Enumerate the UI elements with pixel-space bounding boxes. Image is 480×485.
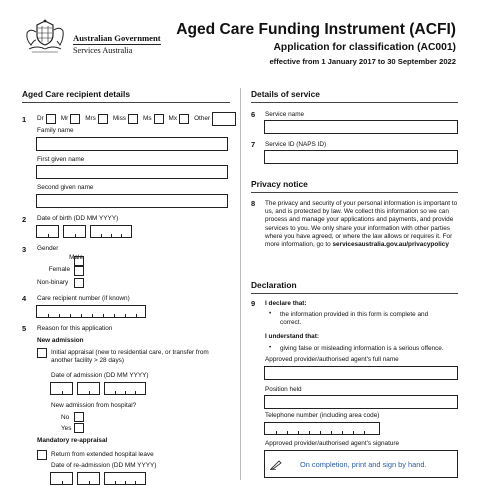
family-name-label: Family name bbox=[37, 127, 74, 134]
service-id-label: Service ID (NAPS ID) bbox=[265, 141, 327, 148]
title-checkbox-mrs[interactable] bbox=[98, 114, 108, 124]
title-options bbox=[37, 112, 236, 126]
gender-option-female[interactable] bbox=[49, 266, 70, 274]
admission-day-field[interactable] bbox=[50, 382, 73, 395]
from-hospital-no-checkbox[interactable] bbox=[74, 412, 84, 422]
section-title-recipient: Aged Care recipient details bbox=[22, 89, 230, 103]
second-given-name-field[interactable] bbox=[36, 194, 228, 208]
crest-logo bbox=[22, 18, 68, 56]
question-number-4: 4 bbox=[22, 294, 27, 303]
return-hospital-leave-checkbox[interactable] bbox=[37, 450, 47, 460]
title-label-mr: Mr bbox=[60, 114, 69, 122]
new-admission-heading: New admission bbox=[37, 337, 84, 344]
gender-label-female: Female bbox=[48, 266, 70, 273]
position-held-field[interactable] bbox=[264, 395, 458, 409]
question-number-3: 3 bbox=[22, 245, 27, 254]
admission-month-field[interactable] bbox=[77, 382, 100, 395]
title-label-other: Other bbox=[194, 114, 211, 122]
question-number-6: 6 bbox=[251, 110, 256, 119]
from-hospital-no-label: No bbox=[61, 414, 70, 421]
dob-day-field[interactable] bbox=[36, 225, 59, 238]
gender-option-non-binary[interactable] bbox=[37, 279, 68, 287]
readmission-year-field[interactable] bbox=[104, 472, 146, 485]
privacy-policy-link[interactable]: servicesaustralia.gov.au/privacypolicy bbox=[332, 240, 449, 248]
understand-bullet-text: giving false or misleading information is a serious offence. bbox=[280, 345, 444, 352]
title-checkbox-ms[interactable] bbox=[154, 114, 164, 124]
service-name-label: Service name bbox=[265, 111, 305, 118]
effective-dates: effective from 1 January 2017 to 30 September 2022 bbox=[269, 57, 456, 66]
gender-label-non-binary: Non-binary bbox=[37, 279, 69, 286]
from-hospital-yes-label: Yes bbox=[61, 425, 72, 432]
gender-checkbox-male[interactable] bbox=[74, 256, 84, 266]
full-name-label: Approved provider/authorised agent's full name bbox=[265, 356, 399, 363]
admission-year-field[interactable] bbox=[104, 382, 146, 395]
privacy-notice-body: The privacy and security of your personal information is important to us, and is protected by law. We collect this information so we can process and manage your applications and payments, and provide services to you. We only share your information with other parties where you have agreed, or where the law allows or requires it. For more information, go to bbox=[265, 200, 458, 248]
readmission-month-field[interactable] bbox=[77, 472, 100, 485]
understand-heading: I understand that: bbox=[265, 333, 319, 340]
position-held-label: Position held bbox=[265, 386, 302, 393]
gender-label: Gender bbox=[37, 245, 59, 252]
title-other-field[interactable] bbox=[212, 112, 236, 126]
return-hospital-leave-label: Return from extended hospital leave bbox=[51, 451, 154, 458]
sign-hint: On completion, print and sign by hand. bbox=[300, 460, 427, 469]
page-subtitle: Application for classification (AC001) bbox=[273, 42, 456, 53]
declare-bullet-dot: • bbox=[269, 310, 272, 317]
date-of-readmission-label: Date of re-admission (DD MM YYYY) bbox=[51, 462, 157, 469]
header-titles bbox=[176, 20, 456, 67]
readmission-day-field[interactable] bbox=[50, 472, 73, 485]
page-title: Aged Care Funding Instrument (ACFI) bbox=[176, 21, 456, 38]
initial-appraisal-label: Initial appraisal (new to residential care, or transfer from another facility > 28 days) bbox=[51, 349, 209, 365]
gender-label-male: Male bbox=[69, 254, 83, 261]
section-title-privacy: Privacy notice bbox=[251, 179, 458, 193]
title-label-dr: Dr bbox=[37, 114, 44, 122]
full-name-field[interactable] bbox=[264, 366, 458, 380]
title-label-miss: Miss bbox=[112, 114, 126, 122]
mandatory-reappraisal-heading: Mandatory re-appraisal bbox=[37, 437, 108, 444]
second-given-name-label: Second given name bbox=[37, 184, 94, 191]
question-number-1: 1 bbox=[22, 115, 27, 124]
title-checkbox-mx[interactable] bbox=[179, 114, 189, 124]
question-number-8: 8 bbox=[251, 199, 256, 208]
title-checkbox-mr[interactable] bbox=[70, 114, 80, 124]
question-number-2: 2 bbox=[22, 215, 27, 224]
understand-bullet-dot: • bbox=[269, 344, 272, 351]
question-number-9: 9 bbox=[251, 299, 256, 308]
telephone-label: Telephone number (including area code) bbox=[265, 412, 380, 419]
title-checkbox-dr[interactable] bbox=[46, 114, 56, 124]
title-label-mrs: Mrs bbox=[85, 114, 96, 122]
title-checkbox-miss[interactable] bbox=[128, 114, 138, 124]
first-given-name-field[interactable] bbox=[36, 165, 228, 179]
date-of-admission-label: Date of admission (DD MM YYYY) bbox=[51, 372, 149, 379]
service-name-field[interactable] bbox=[264, 120, 458, 134]
family-name-field[interactable] bbox=[36, 137, 228, 151]
logo-text-services: Services Australia bbox=[73, 46, 133, 55]
from-hospital-yes-checkbox[interactable] bbox=[74, 423, 84, 433]
logo-text-government: Australian Government bbox=[73, 33, 161, 43]
initial-appraisal-checkbox[interactable] bbox=[37, 348, 47, 358]
title-label-mx: Mx bbox=[168, 114, 178, 122]
privacy-notice-text bbox=[265, 200, 459, 249]
column-divider bbox=[240, 88, 241, 480]
gender-checkbox-non-binary[interactable] bbox=[74, 278, 84, 288]
declare-bullet-text: the information provided in this form is complete and correct. bbox=[280, 311, 429, 327]
reason-label: Reason for this application bbox=[37, 325, 113, 332]
service-id-field[interactable] bbox=[264, 150, 458, 164]
logo-divider bbox=[73, 44, 161, 45]
signature-label: Approved provider/authorised agent's signature bbox=[265, 440, 400, 447]
section-title-service: Details of service bbox=[251, 89, 458, 103]
dob-year-field[interactable] bbox=[90, 225, 132, 238]
section-title-declaration: Declaration bbox=[251, 280, 458, 294]
date-of-birth-label: Date of birth (DD MM YYYY) bbox=[37, 215, 119, 222]
first-given-name-label: First given name bbox=[37, 156, 85, 163]
care-recipient-number-label: Care recipient number (if known) bbox=[37, 295, 130, 302]
declare-heading: I declare that: bbox=[265, 300, 307, 307]
pen-icon bbox=[270, 460, 282, 473]
from-hospital-label: New admission from hospital? bbox=[51, 402, 137, 409]
title-label-ms: Ms bbox=[143, 114, 152, 122]
gender-checkbox-female[interactable] bbox=[74, 266, 84, 276]
dob-month-field[interactable] bbox=[63, 225, 86, 238]
question-number-7: 7 bbox=[251, 140, 256, 149]
signature-field[interactable] bbox=[264, 450, 458, 478]
question-number-5: 5 bbox=[22, 324, 27, 333]
telephone-field[interactable] bbox=[264, 422, 380, 435]
care-recipient-number-field[interactable] bbox=[36, 305, 146, 318]
